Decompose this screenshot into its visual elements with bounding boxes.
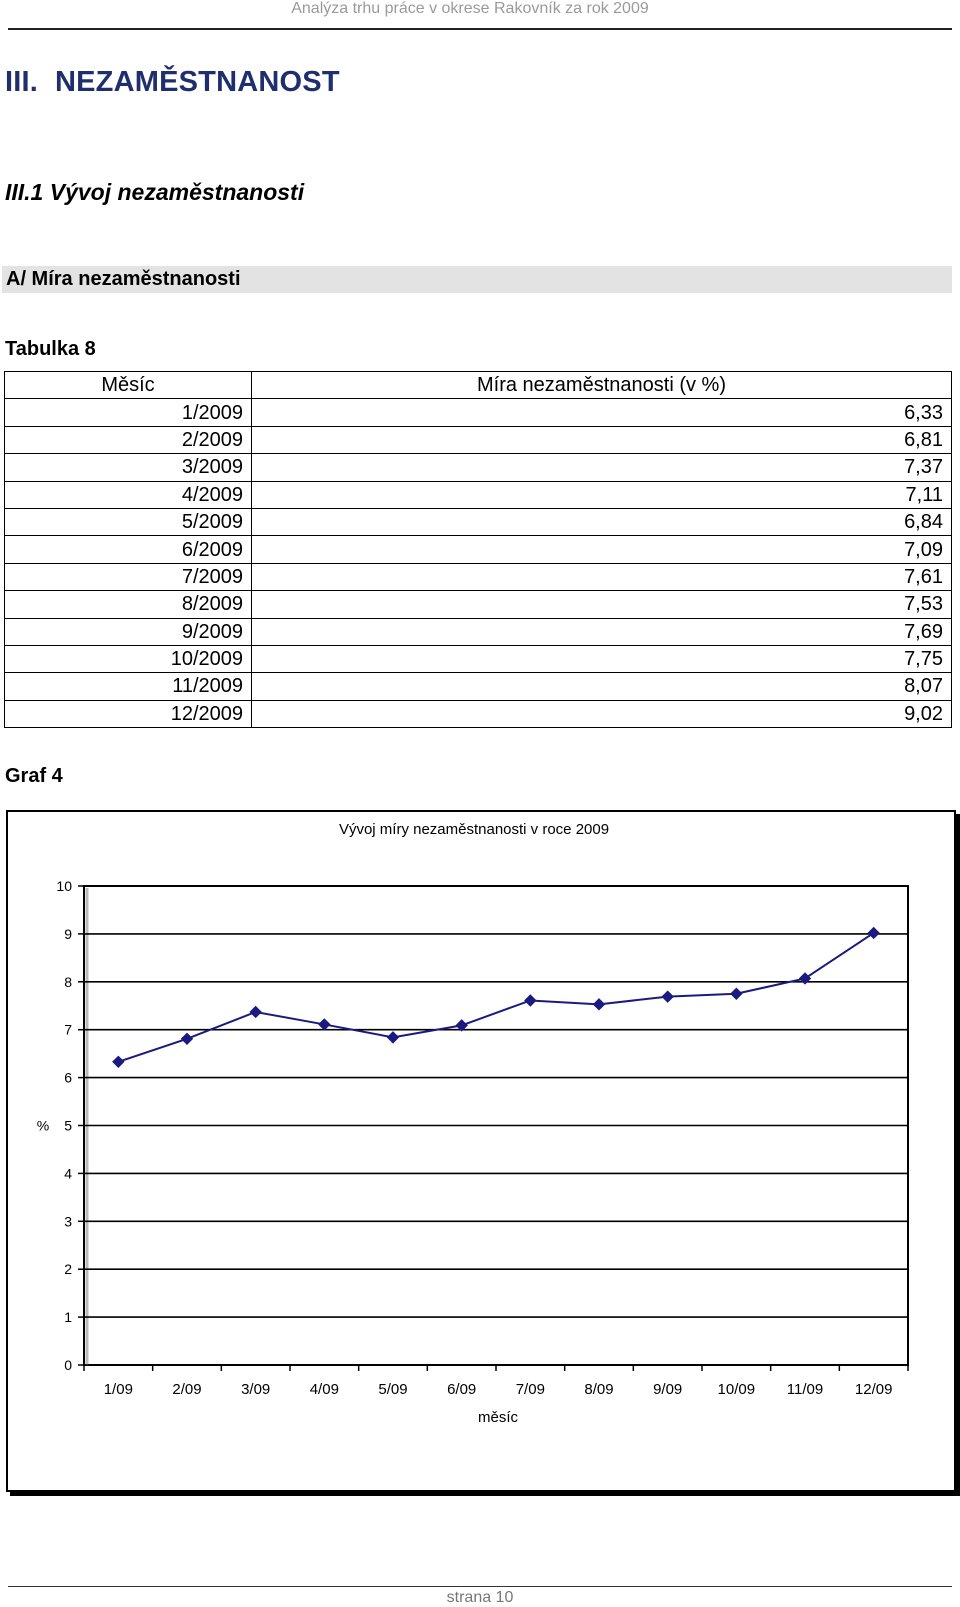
cell-rate: 7,75 bbox=[252, 645, 952, 672]
section-heading: III.1 Vývoj nezaměstnanosti bbox=[5, 179, 305, 205]
cell-rate: 8,07 bbox=[252, 673, 952, 700]
unemployment-line-chart bbox=[8, 812, 954, 1490]
x-tick-label: 7/09 bbox=[515, 1381, 545, 1398]
table-row bbox=[5, 645, 952, 672]
cell-month: 6/2009 bbox=[5, 536, 252, 563]
y-tick-label: 1 bbox=[64, 1309, 72, 1326]
x-tick-label: 10/09 bbox=[717, 1381, 756, 1398]
cell-rate: 9,02 bbox=[252, 700, 952, 727]
cell-rate: 7,61 bbox=[252, 563, 952, 590]
x-tick-label: 2/09 bbox=[172, 1381, 202, 1398]
graph-caption: Graf 4 bbox=[5, 765, 63, 787]
table-row bbox=[5, 673, 952, 700]
cell-month: 9/2009 bbox=[5, 618, 252, 645]
x-tick-label: 8/09 bbox=[584, 1381, 614, 1398]
x-tick-label: 9/09 bbox=[653, 1381, 683, 1398]
footer-rule bbox=[8, 1586, 952, 1587]
cell-month: 3/2009 bbox=[5, 454, 252, 481]
x-axis-label: měsíc bbox=[477, 1409, 519, 1426]
table-row bbox=[5, 399, 952, 426]
y-tick-label: 2 bbox=[64, 1261, 72, 1278]
table-row bbox=[5, 700, 952, 727]
y-tick-label: 4 bbox=[64, 1165, 72, 1182]
table-row bbox=[5, 508, 952, 535]
y-tick-label: 8 bbox=[64, 973, 72, 990]
table-row bbox=[5, 591, 952, 618]
cell-month: 8/2009 bbox=[5, 591, 252, 618]
chart-frame bbox=[6, 810, 956, 1492]
cell-rate: 7,09 bbox=[252, 536, 952, 563]
page-header bbox=[0, 0, 960, 18]
cell-month: 4/2009 bbox=[5, 481, 252, 508]
x-tick-label: 1/09 bbox=[103, 1381, 133, 1398]
subsection-heading: A/ Míra nezaměstnanosti bbox=[6, 268, 241, 290]
table-caption: Tabulka 8 bbox=[5, 338, 96, 360]
y-tick-label: 9 bbox=[64, 925, 72, 942]
x-tick-label: 4/09 bbox=[309, 1381, 339, 1398]
cell-rate: 7,37 bbox=[252, 454, 952, 481]
table-row bbox=[5, 481, 952, 508]
page-footer: strana 10 bbox=[446, 1589, 514, 1606]
y-tick-label: 3 bbox=[64, 1213, 72, 1230]
y-tick-label: 6 bbox=[64, 1069, 72, 1086]
y-tick-label: 0 bbox=[64, 1357, 72, 1373]
column-header-month: Měsíc bbox=[5, 372, 252, 399]
chapter-number: III. bbox=[5, 66, 39, 98]
cell-rate: 7,11 bbox=[252, 481, 952, 508]
cell-rate: 6,33 bbox=[252, 399, 952, 426]
y-axis-label: % bbox=[36, 1117, 50, 1134]
cell-month: 1/2009 bbox=[5, 399, 252, 426]
table-header-row bbox=[5, 372, 952, 399]
unemployment-table bbox=[4, 371, 952, 728]
y-tick-label: 7 bbox=[64, 1021, 72, 1038]
cell-month: 11/2009 bbox=[5, 673, 252, 700]
chapter-title: NEZAMĚSTNANOST bbox=[55, 66, 340, 98]
cell-rate: 7,69 bbox=[252, 618, 952, 645]
cell-rate: 6,84 bbox=[252, 508, 952, 535]
table-row bbox=[5, 426, 952, 453]
x-tick-label: 3/09 bbox=[241, 1381, 271, 1398]
page-header-text: Analýza trhu práce v okrese Rakovník za rok 2009 bbox=[291, 0, 649, 17]
cell-rate: 6,81 bbox=[252, 426, 952, 453]
table-body bbox=[5, 399, 952, 728]
y-tick-label: 10 bbox=[56, 878, 72, 894]
y-tick-label: 5 bbox=[64, 1117, 72, 1134]
x-tick-label: 6/09 bbox=[447, 1381, 477, 1398]
table-row bbox=[5, 454, 952, 481]
table-row bbox=[5, 563, 952, 590]
x-tick-label: 11/09 bbox=[786, 1381, 824, 1398]
chapter-heading bbox=[5, 66, 340, 99]
cell-month: 2/2009 bbox=[5, 426, 252, 453]
cell-month: 12/2009 bbox=[5, 700, 252, 727]
column-header-rate: Míra nezaměstnanosti (v %) bbox=[252, 372, 952, 399]
cell-rate: 7,53 bbox=[252, 591, 952, 618]
x-tick-label: 12/09 bbox=[854, 1381, 893, 1398]
table-row bbox=[5, 536, 952, 563]
chart-title: Vývoj míry nezaměstnanosti v roce 2009 bbox=[338, 821, 610, 838]
cell-month: 10/2009 bbox=[5, 645, 252, 672]
header-rule bbox=[8, 28, 952, 30]
x-tick-label: 5/09 bbox=[378, 1381, 408, 1398]
cell-month: 5/2009 bbox=[5, 508, 252, 535]
table-row bbox=[5, 618, 952, 645]
cell-month: 7/2009 bbox=[5, 563, 252, 590]
